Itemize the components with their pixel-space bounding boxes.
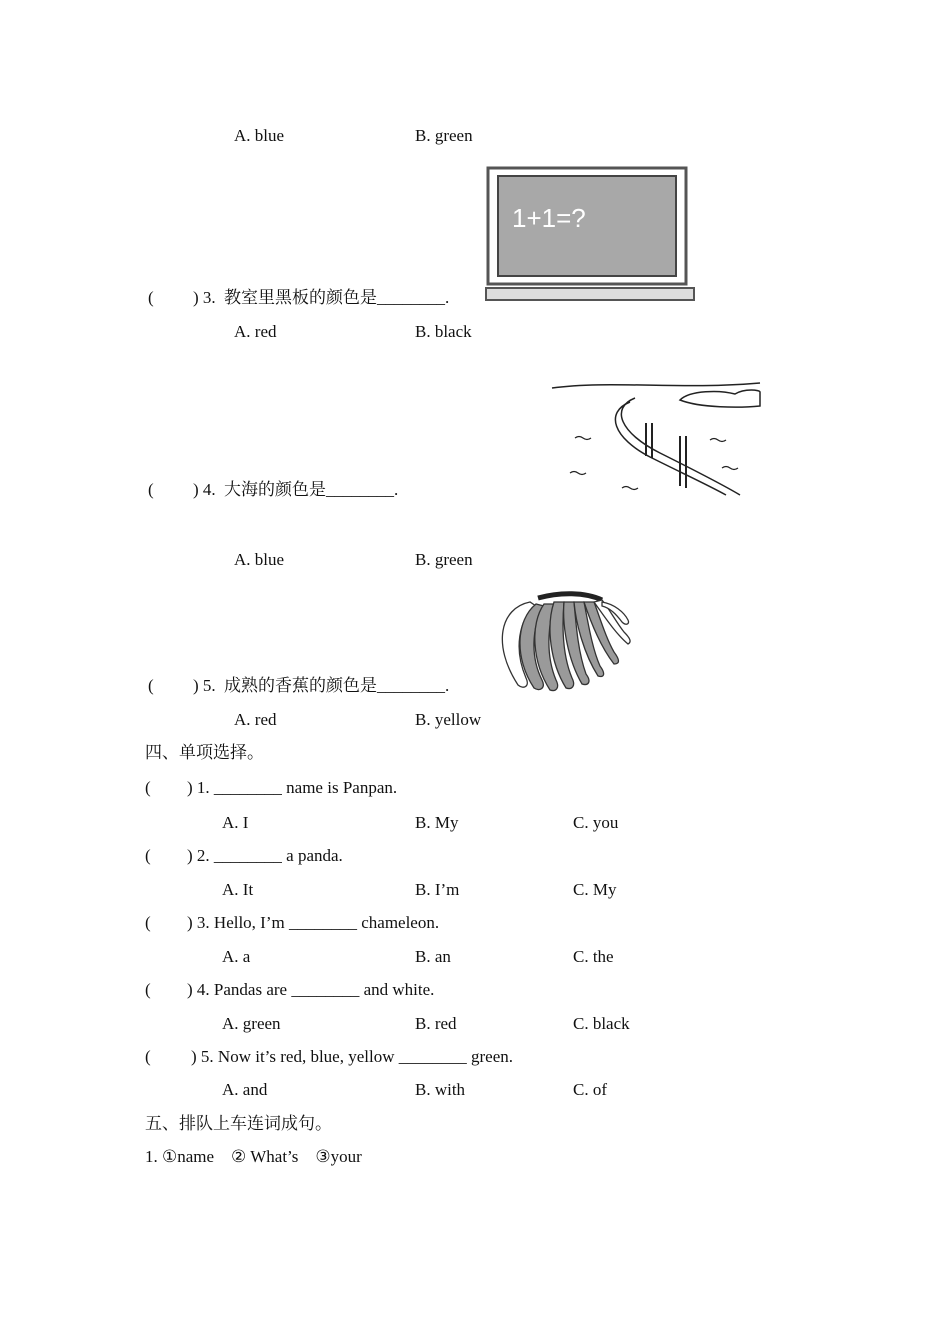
s4-q5-option-c: C. of [573,1080,607,1099]
q5-option-b: B. yellow [415,710,482,729]
section4-heading: 四、单项选择。 [145,743,264,762]
q5-option-a: A. red [234,710,277,729]
s4-q3-option-b: B. an [415,947,451,966]
s4-q3-paren: ( [145,913,151,932]
q4-option-a: A. blue [234,550,285,569]
s4-q5-option-b: B. with [415,1080,466,1099]
q2-option-b: B. green [415,126,473,145]
q3-option-a: A. red [234,322,277,341]
s4-q1-paren: ( [145,778,151,797]
s4-q1-option-c: C. you [573,813,619,832]
q3-option-b: B. black [415,322,472,341]
q3-text: 教室里黑板的颜色是________. [224,288,450,307]
q4-text: 大海的颜色是________. [224,480,399,499]
s4-q4-option-a: A. green [222,1014,281,1033]
q4-number: ) 4. [193,480,216,499]
s4-q2-option-c: C. My [573,880,617,899]
s4-q4-stem: ) 4. Pandas are ________ and white. [187,980,435,999]
q5-paren: ( [148,676,154,695]
banana-picture [490,590,632,692]
board-text: 1+1=? [512,203,586,233]
sea-picture [550,378,762,498]
q3-paren: ( [148,288,154,307]
s4-q2-option-b: B. I’m [415,880,460,899]
s4-q5-option-a: A. and [222,1080,268,1099]
q3-number: ) 3. [193,288,216,307]
s4-q1-option-a: A. I [222,813,249,832]
section5-heading: 五、排队上车连词成句。 [145,1114,332,1133]
s4-q1-stem: ) 1. ________ name is Panpan. [187,778,398,797]
s4-q3-stem: ) 3. Hello, I’m ________ chameleon. [187,913,440,932]
s4-q3-option-a: A. a [222,947,251,966]
q5-number: ) 5. [193,676,216,695]
q2-option-a: A. blue [234,126,285,145]
q5-text: 成熟的香蕉的颜色是________. [224,676,450,695]
blackboard-picture [484,165,696,305]
q4-option-b: B. green [415,550,473,569]
s4-q2-option-a: A. It [222,880,254,899]
q4-paren: ( [148,480,154,499]
s4-q2-stem: ) 2. ________ a panda. [187,846,343,865]
s5-q1: 1. ①name ② What’s ③your [145,1147,362,1166]
s4-q4-option-c: C. black [573,1014,630,1033]
s4-q2-paren: ( [145,846,151,865]
s4-q5-paren: ( [145,1047,151,1066]
s4-q4-option-b: B. red [415,1014,457,1033]
s4-q3-option-c: C. the [573,947,614,966]
s4-q1-option-b: B. My [415,813,459,832]
s4-q4-paren: ( [145,980,151,999]
s4-q5-stem: ) 5. Now it’s red, blue, yellow ________ green. [191,1047,513,1066]
